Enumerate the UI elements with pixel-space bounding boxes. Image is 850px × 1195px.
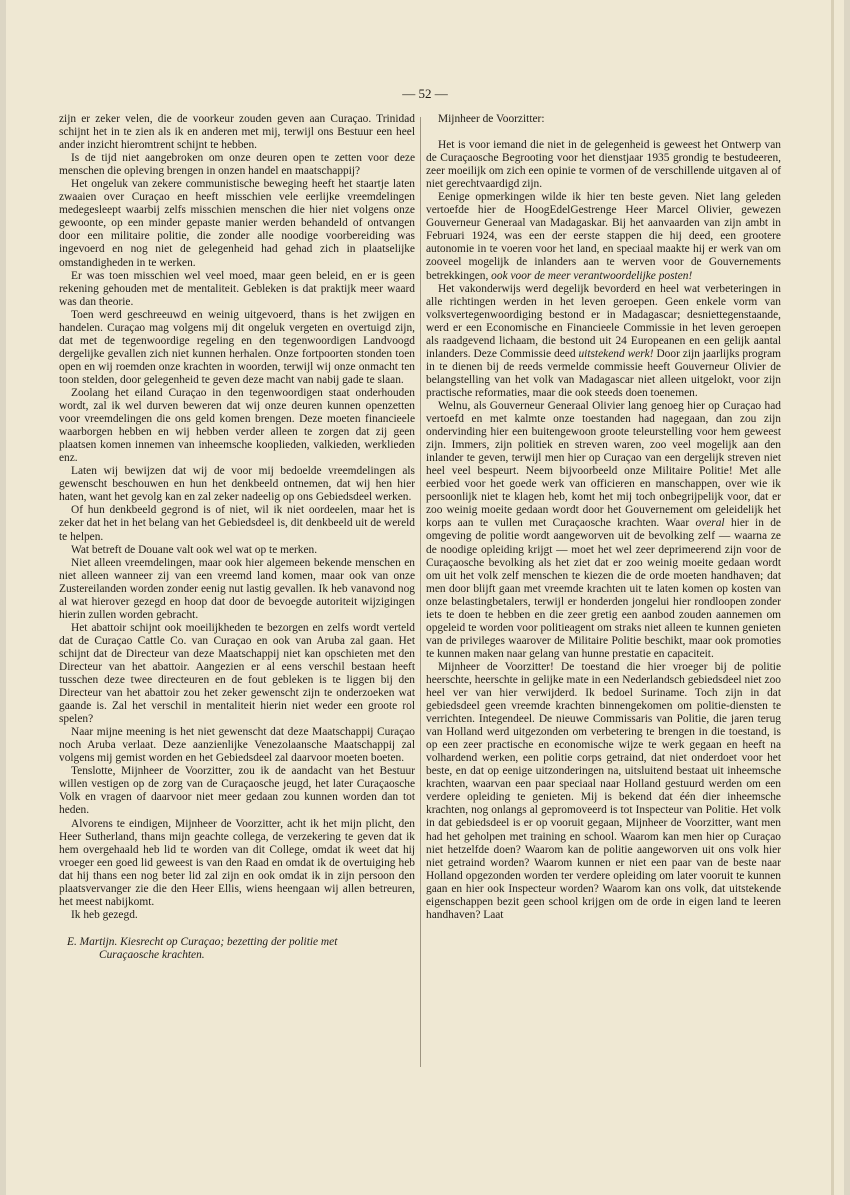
right-column — [426, 113, 781, 922]
right-paragraph — [426, 283, 781, 400]
article-byline — [59, 936, 415, 962]
left-column — [59, 113, 415, 962]
text-run: Eenige opmerkingen wilde ik hier ten beste geven. Niet lang geleden vertoefde hier de HoogEdelGestrenge Heer Marcel Olivier, gewezen Gouverneur Generaal van Madagaskar. Bij het aanvaarden van zijn ambt in Februari 1924, was een der eerste stappen die hij deed, een grootere autonomie in te voeren voor het land, en speciaal maakte hij er werk van om zooveel mogelijk de inlanders aan te werven voor de Gouvernements betrekkingen, — [426, 191, 781, 282]
left-paragraph: zijn er zeker velen, die de voorkeur zouden geven aan Curaçao. Trinidad schijnt het in te zien als ik en anderen met mij, terwijl ons Bestuur een heel ander inzicht hieromtrent schijnt te hebben. — [59, 113, 415, 152]
left-paragraph: Het abattoir schijnt ook moeilijkheden te bezorgen en zelfs wordt verteld dat de Curaçao Cattle Co. van Curaçao en ook van Aruba zal gaan. Het schijnt dat de Directeur van deze Maatschappij niet kan opschieten met den Directeur van het abattoir. Aangezien er al eens verschil bestaan heeft tusschen deze twee directeuren en de fout gebleken is te liggen bij den Directeur van het abattoir zou het zeker gewenscht zijn te onderzoeken wat gaande is. Zal het verschil in mentaliteit hierin niet weder een groote rol spelen? — [59, 621, 415, 726]
left-paragraph: Naar mijne meening is het niet gewenscht dat deze Maatschappij Curaçao noch Aruba verlaat. Deze aanzienlijke Venezolaansche Maatschappij zal volgens mij gemist worden en het Gebiedsdeel zal daarvoor moeten boeten. — [59, 726, 415, 765]
right-paragraph: Het is voor iemand die niet in de gelegenheid is geweest het Ontwerp van de Curaçaosche Begrooting voor het dienstjaar 1935 grondig te bestudeeren, zeer moeilijk om zich een opinie te vormen of de verschillende uitgaven al of niet gerechtvaardigd zijn. — [426, 139, 781, 191]
text-run: hier in de omgeving de politie wordt aangeworven uit de bevolking zelf — waarna ze de noodige opleiding krijgt — moet het wel zeer deprimeerend zijn voor de Curaçaosche bevolking als het ziet dat er zoo weinig moeite gedaan wordt om uit het volk zelf menschen te kiezen die de orde moeten handhaven; dat men door blijft gaan met vreemde krachten uit te laten komen op kosten van onze belastingbetalers, terwijl er honderden jongelui hier rondloopen zonder iets te doen te hebben en die zeer gretig een aanbod zouden aannemen om opgeleid te worden voor politieagent om straks niet alleen te kunnen genieten van de privileges waarover de Militaire Politie beschikt, maar ook promoties te kunnen maken naar gelang van hunne prestatie en capaciteit. — [426, 517, 781, 660]
right-heading: Mijnheer de Voorzitter: — [438, 113, 545, 125]
right-paragraph: Mijnheer de Voorzitter! De toestand die hier vroeger bij de politie heerschte, heerschte in gelijke mate in een Nederlandsch gebiedsdeel niet zoo heel ver van hier verwijderd. Ik bedoel Suriname. Toch zijn in dat gebiedsdeel geen vreemde krachten binnengekomen om politie-diensten te verrichten. Integendeel. De nieuwe Commissaris van Politie, die jaren terug van Holland werd uitgezonden om verbetering te brengen in die toestand, is op een zeer practische en economische wijze te werk gegaan en heeft na volhardend werken, een politie corps getraind, dat niet onderdoet voor het beste, en dat op eenige uitzonderingen na, uitsluitend bestaat uit inheemsche krachten, waarvan een paar speciaal naar Holland gestuurd werden om een verdere opleiding te genieten. Mij is bekend dat één dier inheemsche krachten, nog onlangs al gepromoveerd is tot Inspecteur van Politie. Het volk in dat gebiedsdeel is er op vooruit gegaan, Mijnheer de Voorzitter, want men had het geholpen met training en school. Waarom kan men hier op Curaçao niet hetzelfde doen? Waarom kan de politie aangeworven uit ons volk hier niet getraind worden? Waarom kunnen er niet een paar van de beste naar Holland opgezonden worden ter verdere opleiding om later vooruit te kunnen gaan en hier ook Inspecteur worden? Waarom kan ons volk, dat uitstekende eigenschappen bezit geen school krijgen om de orde in eigen land te leeren handhaven? Laat — [426, 660, 781, 921]
left-paragraph: Ik heb gezegd. — [71, 908, 138, 921]
left-paragraph: Alvorens te eindigen, Mijnheer de Voorzitter, acht ik het mijn plicht, den Heer Sutherland, thans mijn geachte collega, de verzekering te geven dat ik hem overgehaald heb lid te worden van dit College, omdat ik weet dat hij vroeger een goed lid geweest is van den Raad en omdat ik de overtuiging heb dat hij thans een nog beter lid zal zijn en ook omdat ik in zijn persoon den plaatsvervanger zie die den Heer Ellis, wiens heengaan wij allen betreuren, het meest nabijkomt. — [59, 817, 415, 908]
right-paragraph — [426, 400, 781, 661]
left-paragraph: Is de tijd niet aangebroken om onze deuren open te zetten voor deze menschen die opleving brengen in onzen handel en maatschappij? — [59, 152, 415, 178]
left-paragraph: Niet alleen vreemdelingen, maar ook hier algemeen bekende menschen en niet alleen wanneer zij van een vreemd land komen, maar ook van onze Zustereilanden worden zonder eenig nut lastig gevallen. Ik heb vanavond nog al wat hierover gezegd en hoop dat door de bevoegde autoriteit wijzigingen hierin zullen worden gebracht. — [59, 556, 415, 621]
left-paragraph: Toen werd geschreeuwd en weinig uitgevoerd, thans is het zwijgen en handelen. Curaçao mag volgens mij dit ongeluk vergeten en overtuigd zijn, dat met de tegenwoordige regeling en den tegenwoordigen Landvoogd dergelijke gevallen zich niet kunnen herhalen. Onze fortpoorten stonden toen open en wij roemden onze krachten in woorden, terwijl wij onze onmacht ten toon stelden, door gelegenheid te geven deze macht van nabij gade te slaan. — [59, 308, 415, 386]
column-divider — [420, 117, 421, 1067]
text-run: Door zijn jaarlijks program in te dienen bij de reeds vermelde commissie heeft Gouverneur Olivier de belangstelling van het volk van Madagascar niet alleen uitgelokt, voor zijn practische reformaties, maar die ook steeds doen toenemen. — [426, 347, 781, 399]
italic-run: uitstekend werk! — [578, 347, 654, 360]
left-paragraph: Zoolang het eiland Curaçao in den tegenwoordigen staat onderhouden wordt, zal ik wel durven beweren dat wij onze deuren kunnen openzetten voor vreemdelingen die ons geld komen brengen. Deze moeten financieele waarborgen hebben en wij hebben verder alleen te zorgen dat zij geen plaatsen komen innemen van inheemsche kooplieden, valkieden, werklieden enz. — [59, 386, 415, 465]
page-fold-edge — [831, 0, 834, 1195]
left-paragraph: Het ongeluk van zekere communistische beweging heeft het staartje laten zwaaien over Curaçao en heeft misschien vele eerlijke vreemdelingen medegesleept waarbij zelfs misschien menschen die hier niet volgens onze gewoonte, op een minder gepaste manier werden behandeld of ontvangen door een militaire politie, die zonder alle noodige voorbereiding was ingevoerd en nog niet de gelegenheid had gehad zich in plaatselijke omstandigheden in te werken. — [59, 178, 415, 269]
byline-line-1: E. Martijn. Kiesrecht op Curaçao; bezetting der politie met — [67, 935, 338, 948]
byline-line-2: Curaçaosche krachten. — [99, 948, 205, 961]
text-run: Welnu, als Gouverneur Generaal Olivier lang genoeg hier op Curaçao had vertoefd en met kalmte onze toestanden had nagegaan, dan zou zijn ondervinding hier een buitengewoon groote teleurstelling voor hem geweest zijn. Immers, zijn politiek en streven waren, zoo veel mogelijk aan den inlander te geven, terwijl men hier op Curaçao van een dergelijk streven niet heel veel bespeurt. Neem bijvoorbeeld onze Militaire Politie! Met alle eerbied voor het goede werk van officieren en manschappen, over wie ik persoonlijk niet te klagen heb, komt het mij toch onbegrijpelijk voor, dat er zoo weinig moeite gedaan wordt door het Gouvernement om geleidelijk het korps aan te vullen met Curaçaosche krachten. Waar — [426, 399, 781, 530]
page-number: — 52 — — [402, 86, 448, 101]
left-paragraph: Laten wij bewijzen dat wij de voor mij bedoelde vreemdelingen als gewenscht beschouwen en hun het denkbeeld ontnemen, dat wij hen hier haten, want het gevolg kan en zal zeker nadeelig op ons Gebiedsdeel werken. — [59, 465, 415, 504]
left-paragraph: Wat betreft de Douane valt ook wel wat op te merken. — [71, 543, 318, 556]
left-paragraph: Tenslotte, Mijnheer de Voorzitter, zou ik de aandacht van het Bestuur willen vestigen op de zorg van de Curaçaosche jeugd, het later Curaçaosche Volk en vragen of daarvoor niet meer gedaan zou kunnen worden dan tot heden. — [59, 765, 415, 817]
italic-run: ook voor de meer verantwoordelijke posten! — [491, 269, 693, 282]
left-paragraph: Er was toen misschien wel veel moed, maar geen beleid, en er is geen rekening gehouden met de mentaliteit. Gebleken is dat praktijk meer waard was dan theorie. — [59, 269, 415, 308]
italic-run: overal — [695, 517, 725, 530]
left-paragraph: Of hun denkbeeld gegrond is of niet, wil ik niet oordeelen, maar het is zeker dat het in het belang van het Gebiedsdeel is, dit denkbeeld uit de wereld te helpen. — [59, 504, 415, 543]
text-run: Het vakonderwijs werd degelijk bevorderd en heel wat verbeteringen in alle richtingen werden in het leven geroepen. Geen enkele vorm van volksvertegenwoordiging bestond er in Madagascar; desniettegenstaande, werd er een Economische en Financieele Commissie in het leven geroepen als raadgevend lichaam, die bestond uit 24 Europeanen en een gelijk aantal inlanders. Deze Commissie deed — [426, 282, 781, 360]
right-paragraph — [426, 191, 781, 282]
